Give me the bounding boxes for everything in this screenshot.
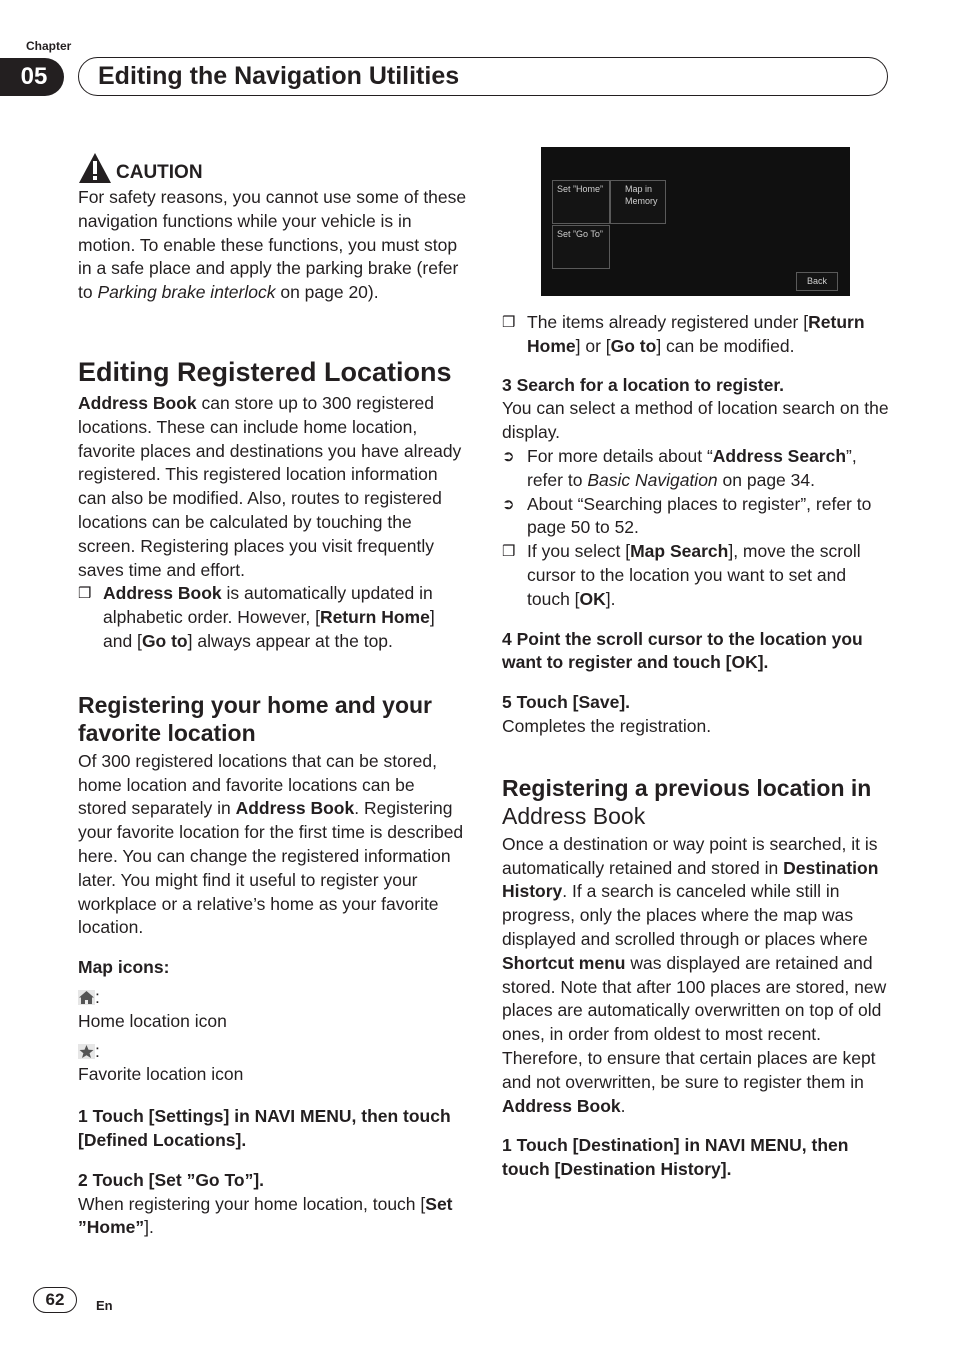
reference-searching-places: ➲ About “Searching places to register”, refer to page 50 to 52. xyxy=(502,493,872,538)
note-box-icon: ❒ xyxy=(502,314,516,331)
section-title-previous-location: Registering a previous location in Address Book xyxy=(502,774,872,829)
arrow-reference-icon: ➲ xyxy=(502,495,515,513)
reference-address-search: ➲ For more details about “Address Search”, refer to Basic Navigation on page 34. xyxy=(502,445,857,490)
step-5-save: 5 Touch [Save]. xyxy=(502,692,631,713)
map-search-note: ❒ If you select [Map Search], move the scroll cursor to the location you want to set and touch [OK]. xyxy=(502,541,861,609)
section3-step-1: 1 Touch [Destination] in NAVI MENU, then touch [Destination History]. xyxy=(502,1135,849,1180)
step-1-settings: 1 Touch [Settings] in NAVI MENU, then touch [Defined Locations]. xyxy=(78,1106,451,1150)
warning-icon xyxy=(78,152,112,184)
section1-paragraph: Address Book can store up to 300 registered locations. These can include home location, favorite places and destinations you have already registered. This registered location information can also be modified. Also, routes to registered locations can be calculated by touching the screen. Registering places you visit frequently saves time and effort. xyxy=(78,392,462,580)
section1-note: ❒ Address Book is automatically updated in alphabetic order. However, [Return Home] and [Go to] always appear at the top. xyxy=(78,583,435,651)
caution-header xyxy=(78,148,468,184)
language-label: En xyxy=(96,1298,113,1313)
step-5-text: Completes the registration. xyxy=(502,715,712,736)
left-column xyxy=(78,148,468,1240)
chapter-label: Chapter xyxy=(26,39,72,53)
arrow-reference-icon: ➲ xyxy=(502,447,515,465)
home-location-icon xyxy=(78,990,95,1005)
device-screen-image xyxy=(541,147,850,296)
note-box-icon: ❒ xyxy=(502,543,516,561)
step-3-search: 3 Search for a location to register. xyxy=(502,374,785,395)
step-3-text: You can select a method of location search on the display. xyxy=(502,398,889,443)
registered-items-note: ❒ The items already registered under [Return Home] or [Go to] can be modified. xyxy=(502,312,865,356)
section3-paragraph: Once a destination or way point is searched, it is automatically retained and stored in Destination History. If a search is canceled while still in progress, only the places where the map was displayed and scrolled through or places where Shortcut menu was displayed are retained and stored. Note that after 100 places are stored, new places are automatically overwritten on top of old ones, in order from oldest to most recent. Therefore, to ensure that certain places are kept and not overwritten, be sure to register them in Address Book. xyxy=(502,833,887,1116)
step-2-set-goto: 2 Touch [Set ”Go To”]. xyxy=(78,1169,265,1190)
set-home-button[interactable]: Set ”Home” xyxy=(552,180,610,224)
section2-paragraph: Of 300 registered locations that can be stored, home location and favorite locations can be stored separately in Address Book. Registering your favorite location for the first time is described here. You can change the registered information later. You might find it useful to register your workplace or a relative’s home as your favorite location. xyxy=(78,750,464,938)
step-4-scroll-cursor: 4 Point the scroll cursor to the location you want to register and touch [OK]. xyxy=(502,628,863,673)
favorite-location-icon xyxy=(78,1044,95,1059)
note-box-icon: ❒ xyxy=(78,585,92,603)
favorite-icon-row: : xyxy=(78,1040,468,1064)
caution-heading: CAUTION xyxy=(116,162,203,183)
section-title-editing-registered: Editing Registered Locations xyxy=(78,356,452,387)
section-title-registering-home: Registering your home and your favorite location xyxy=(78,691,432,746)
caution-text: For safety reasons, you cannot use some of these navigation functions while your vehicle is in motion. To enable these functions, you must stop in a safe place and apply the parking brake (refer to Parking brake interlock on page 20). xyxy=(78,187,467,303)
chapter-title: Editing the Navigation Utilities xyxy=(98,62,460,90)
chapter-number: 05 xyxy=(0,58,64,96)
favorite-icon-label: Favorite location icon xyxy=(78,1064,244,1085)
step-2-text: When registering your home location, touch [Set ”Home”]. xyxy=(78,1193,453,1238)
home-icon-label: Home location icon xyxy=(78,1010,227,1031)
back-button[interactable]: Back xyxy=(796,272,838,291)
home-icon-row: : xyxy=(78,986,468,1010)
right-column xyxy=(502,311,890,1182)
map-in-memory-button[interactable]: Map in Memory xyxy=(610,180,666,224)
page-number: 62 xyxy=(33,1287,77,1313)
set-goto-button[interactable]: Set ”Go To” xyxy=(552,225,610,269)
map-icons-label: Map icons: xyxy=(78,957,170,978)
